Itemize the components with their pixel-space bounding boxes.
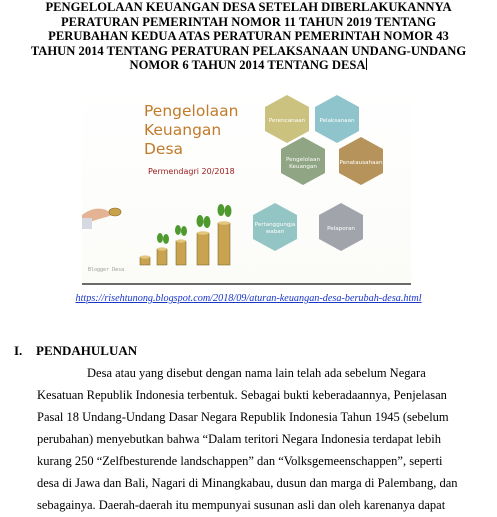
hexagon-label: Keuangan: [289, 164, 317, 170]
image-title-line: Desa: [144, 140, 184, 158]
title-line: TAHUN 2014 TENTANG PERATURAN PELAKSANAAN UNDANG-UNDANG: [30, 43, 467, 58]
paragraph-line: perubahan) menyebutkan bahwa “Dalam teritori Negara Indonesia terdapat lebih: [37, 432, 441, 446]
image-title-line: Keuangan: [144, 121, 222, 139]
paragraph-line: desa di Jawa dan Bali, Nagari di Minangkabau, dusun dan marga di Palembang, dan: [37, 476, 458, 490]
title-line: PERATURAN PEMERINTAH NOMOR 11 TAHUN 2019 TENTANG: [60, 14, 437, 29]
hexagon-label: waban: [265, 229, 285, 235]
title-line: PENGELOLAAN KEUANGAN DESA SETELAH DIBERLAKUKANNYA: [45, 0, 452, 14]
image-credit: Blogger Desa: [88, 267, 125, 273]
paragraph-line: Pasal 18 Undang-Undang Dasar Negara Republik Indonesia Tahun 1945 (sebelum: [37, 410, 449, 424]
section-title: PENDAHULUAN: [36, 343, 138, 358]
image-graphics: [82, 87, 411, 285]
paragraph-line: Desa atau yang disebut dengan nama lain telah ada sebelum Negara: [87, 366, 426, 380]
image-subtitle: Permendagri 20/2018: [148, 167, 235, 176]
title-line-last: [0, 58, 497, 73]
hexagon-label: Pelaksanaan: [319, 118, 355, 124]
section-number: I.: [14, 343, 23, 358]
paragraph-line: sebagainya. Daerah-daerah itu mempunyai susunan asli dan oleh karenanya dapat: [37, 498, 446, 512]
title-line-text: NOMOR 6 TAHUN 2014 TENTANG DESA: [129, 58, 366, 73]
coin-icon: [109, 208, 121, 216]
hexagon-label: Pelaporan: [327, 226, 355, 232]
paragraph-line: kurang 250 “Zelfbesturende landschappen” dan “Volksgemeenschappen”, seperti: [37, 454, 443, 468]
title-line: PERUBAHAN KEDUA ATAS PERATURAN PEMERINTAH NOMOR 43: [48, 29, 449, 44]
hexagon-label: Pertanggungja: [254, 222, 296, 228]
section-heading: [14, 343, 137, 359]
hexagon-label: Perencanaan: [268, 118, 306, 124]
hexagon-label: Pengelolaan: [285, 157, 321, 163]
paragraph-line: Kesatuan Republik Indonesia terbentuk. Sebagai bukti keberadaannya, Penjelasan: [37, 388, 447, 402]
hexagon-label: Penatausahaan: [339, 160, 383, 166]
article-image: [82, 87, 411, 285]
sleeve-illustration: [82, 218, 92, 229]
body-paragraph: [37, 362, 470, 516]
image-title-line: Pengelolaan: [144, 102, 239, 120]
document-title: [0, 0, 497, 73]
source-link[interactable]: https://risehtunong.blogspot.com/2018/09/aturan-keuangan-desa-berubah-desa.html: [75, 293, 422, 304]
image-divider: [82, 283, 411, 285]
text-cursor: [366, 58, 367, 70]
